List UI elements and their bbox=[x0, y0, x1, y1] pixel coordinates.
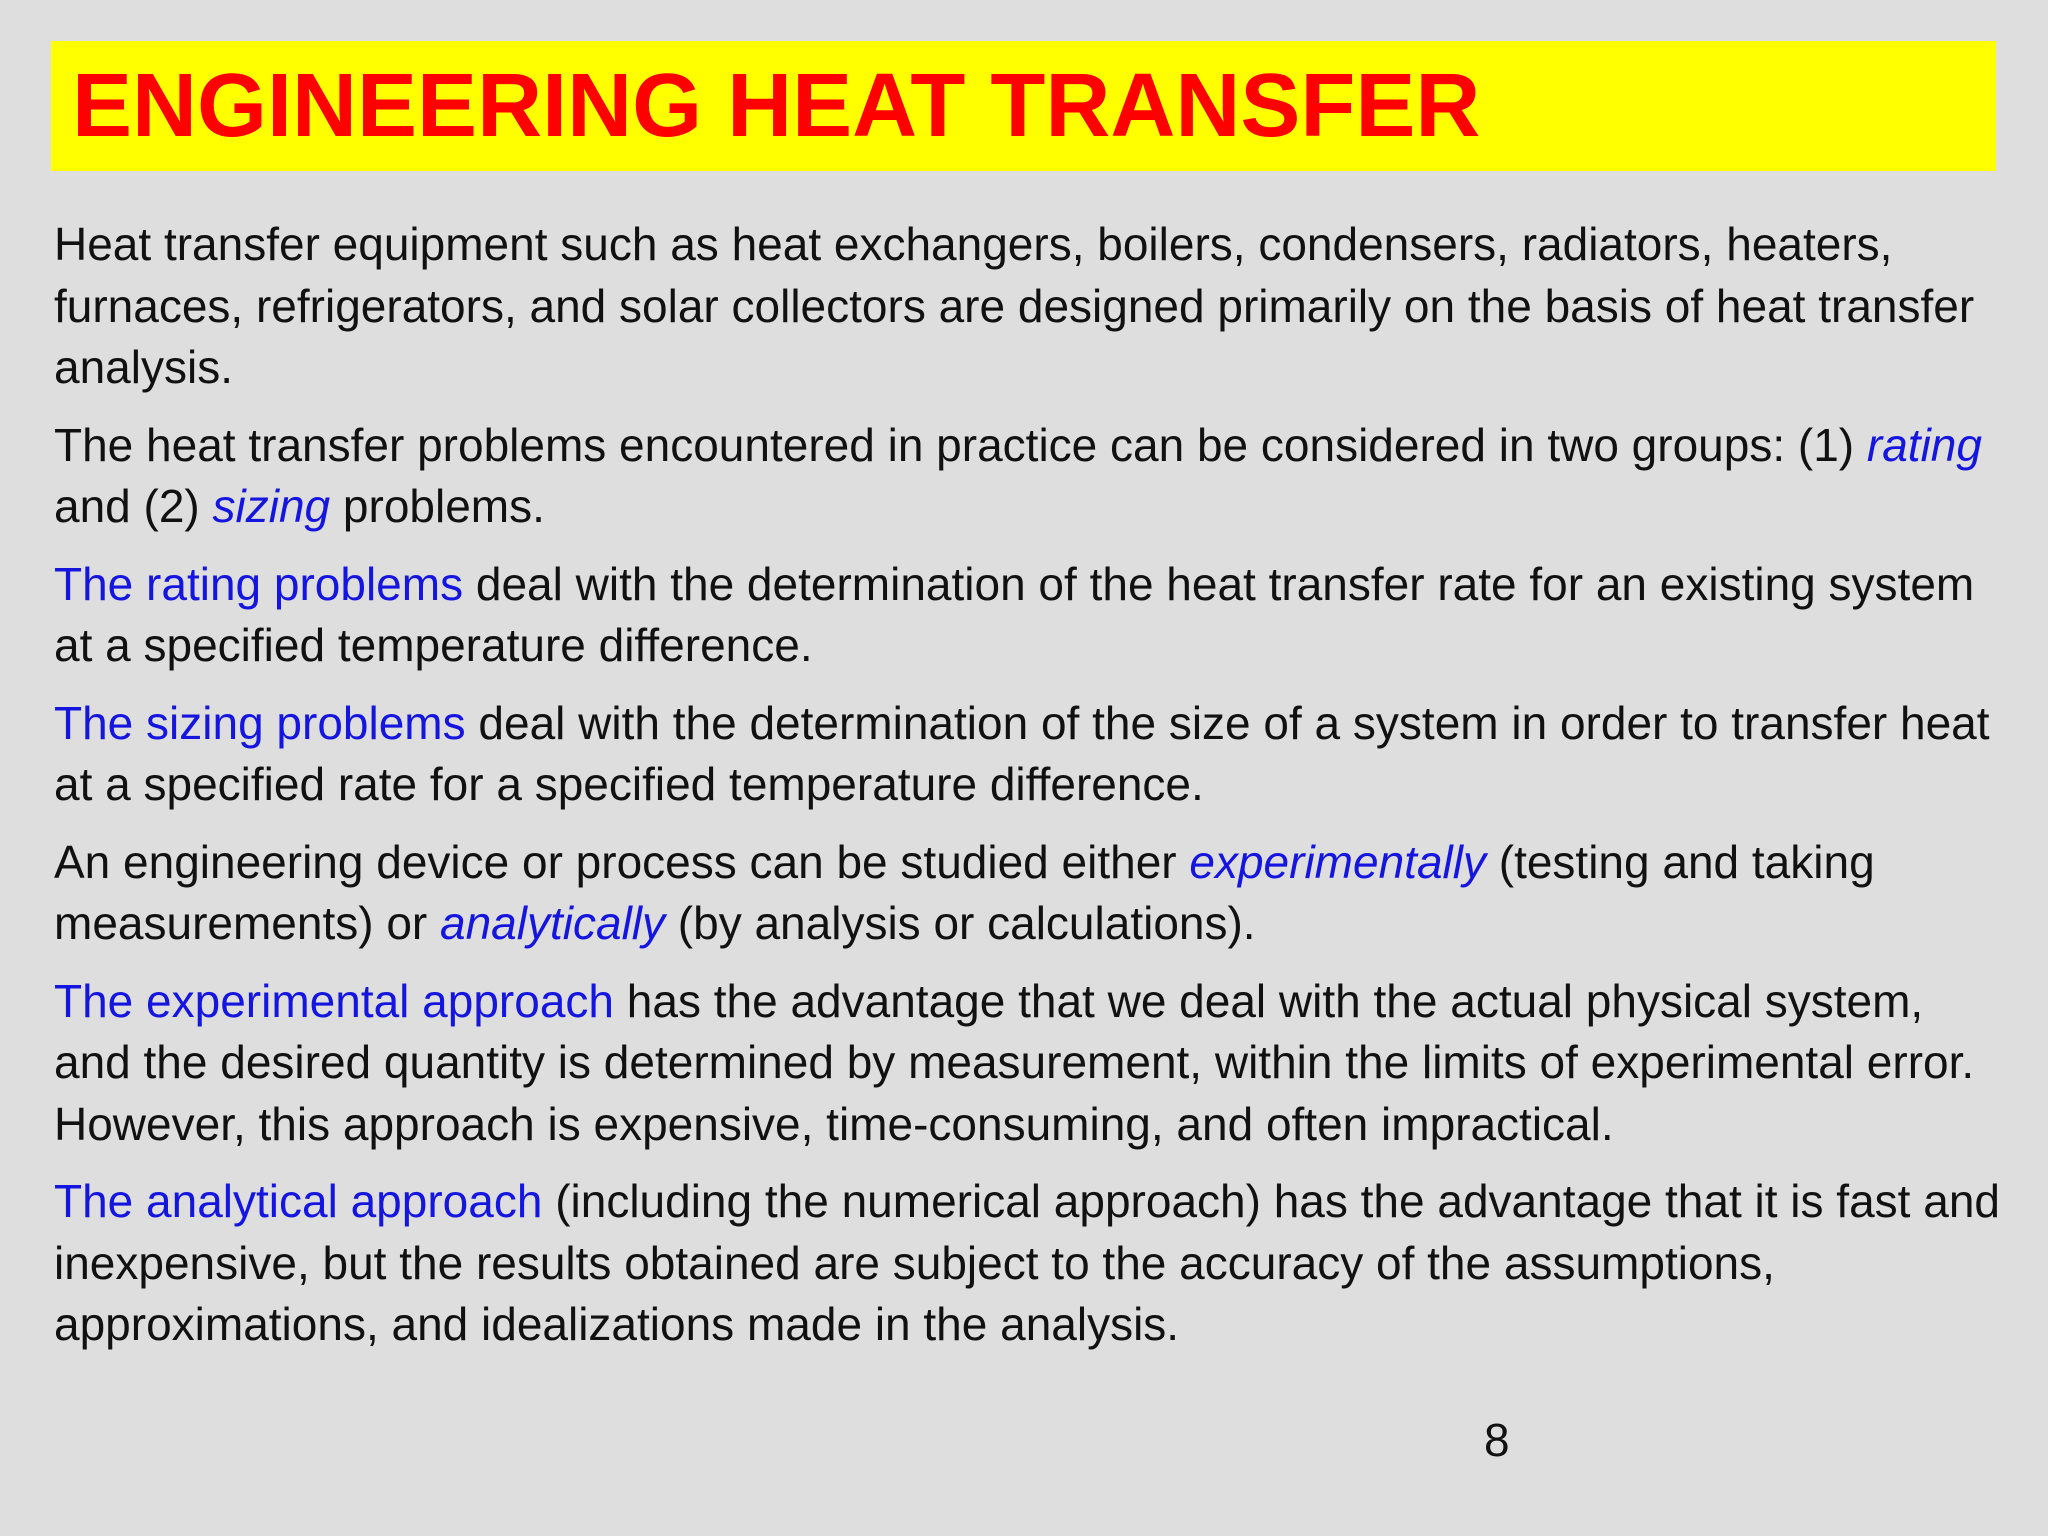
paragraph-equipment bbox=[54, 214, 2004, 399]
paragraph-study-methods bbox=[54, 832, 2004, 955]
paragraph-problem-groups bbox=[54, 415, 2004, 538]
paragraph-experimental-approach bbox=[54, 971, 2004, 1156]
experimental-approach-lead: The experimental approach bbox=[54, 974, 614, 1027]
term-rating: rating bbox=[1866, 418, 1982, 471]
term-analytically: analytically bbox=[440, 897, 666, 949]
term-sizing: sizing bbox=[212, 480, 331, 532]
term-experimentally: experimentally bbox=[1189, 835, 1486, 888]
problem-groups-text-a: The heat transfer problems encountered in practice can be considered in two groups: (1) bbox=[54, 418, 1867, 471]
paragraph-sizing-problems bbox=[54, 693, 2004, 816]
page-number: 8 bbox=[1484, 1414, 1510, 1466]
title-banner bbox=[51, 41, 1996, 171]
paragraph-analytical-approach bbox=[54, 1171, 2004, 1356]
study-methods-text-a: An engineering device or process can be studied either bbox=[54, 835, 1190, 888]
slide-title: ENGINEERING HEAT TRANSFER bbox=[72, 56, 1481, 156]
study-methods-text-b: (testing and taking measurements) or bbox=[54, 835, 1875, 949]
analytical-approach-lead: The analytical approach bbox=[54, 1175, 543, 1227]
sizing-problems-lead: The sizing problems bbox=[54, 696, 466, 749]
experimental-approach-text: has the advantage that we deal with the actual physical system, and the desired quantity is determined by measurement, within the limits of experimental error. However, this approach is expensive, time-consuming, and often impractical. bbox=[54, 974, 1975, 1150]
slide-body bbox=[54, 214, 2004, 1372]
study-methods-text-c: (by analysis or calculations). bbox=[665, 897, 1256, 949]
problem-groups-text-c: problems. bbox=[330, 480, 545, 532]
rating-problems-text: deal with the determination of the heat transfer rate for an existing system at a specified temperature difference. bbox=[54, 557, 1975, 671]
paragraph-rating-problems bbox=[54, 554, 2004, 677]
problem-groups-text-b: and (2) bbox=[54, 480, 213, 532]
analytical-approach-text: (including the numerical approach) has the advantage that it is fast and inexpensive, but the results obtained are subject to the accuracy of the assumptions, approximations, and idealizations made in the analysis. bbox=[54, 1175, 2000, 1350]
paragraph-equipment-text: Heat transfer equipment such as heat exchangers, boilers, condensers, radiators, heaters, furnaces, refrigerators, and solar collectors are designed primarily on the basis of heat transfer analysis. bbox=[54, 218, 1975, 393]
sizing-problems-text: deal with the determination of the size of a system in order to transfer heat at a specified rate for a specified temperature difference. bbox=[54, 696, 1990, 810]
rating-problems-lead: The rating problems bbox=[54, 557, 464, 610]
